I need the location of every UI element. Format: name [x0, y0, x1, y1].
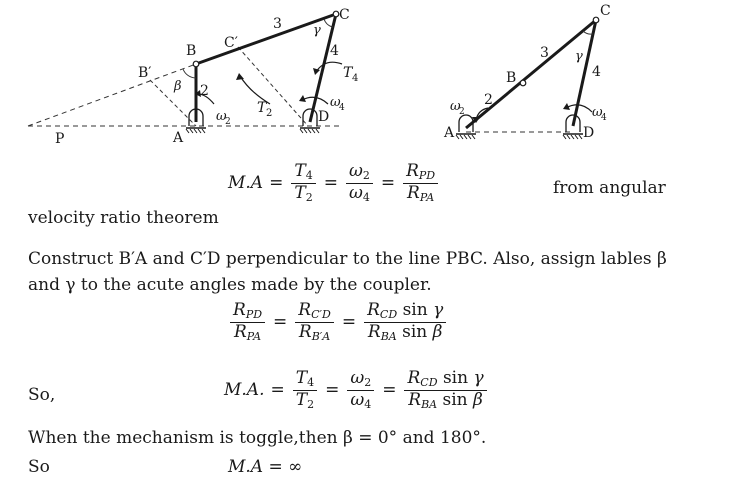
joint-B [193, 61, 199, 67]
equation-ma-final: M.A. = $\frac{T_4}{T_2}$ = $\frac{\omega_2}{\omega_4}$ = $\frac{R_{CD} \sin \gamma}{R_{BA} \sin \beta}$ [224, 370, 489, 410]
label-Bprime: B′ [138, 65, 152, 81]
toggle-text: When the mechanism is toggle,then β = 0° and 180°. [28, 428, 487, 448]
line-PB-extension [28, 64, 196, 126]
equation-distance-ratio: $\frac{R_{PD}}{R_{PA}}$ = $\frac{R_{C'D}}{R_{B'A}}$ = $\frac{R_{CD} \sin \gamma}{R_{BA} \sin \beta}$ [228, 302, 448, 342]
label-B-right: B [506, 70, 517, 86]
label-gamma: γ [313, 23, 321, 38]
label-omega4-right: ω [592, 105, 603, 120]
label-D: D [318, 109, 330, 125]
construct-text: Construct B′A and C′D perpendicular to the line PBC. Also, assign lables β [28, 249, 667, 269]
label-omega4-sub: 4 [339, 103, 345, 113]
label-T4: T [343, 65, 353, 81]
so-label-2: So [28, 457, 50, 477]
left-mechanism-figure [0, 0, 400, 150]
label-T4-sub: 4 [352, 73, 359, 84]
label-A: A [173, 130, 184, 146]
so-label-1: So, [28, 385, 56, 405]
T4-arrow-icon [313, 62, 342, 75]
label-D-right: D [583, 125, 595, 141]
label-3-right: 3 [540, 45, 549, 61]
label-2: 2 [200, 83, 209, 99]
label-omega2-sub: 2 [225, 117, 231, 127]
eq1-torque-ratio: $\frac{T_4}{T_2}$ [291, 163, 315, 203]
equation-ma-angular: M.A = $\frac{T_4}{T_2}$ = $\frac{\omega_2}{\omega_4}$ = $\frac{R_{PD}}{R_{PA}}$ [228, 163, 440, 203]
label-omega2-sub-right: 2 [459, 107, 465, 117]
label-B: B [186, 43, 197, 59]
right-mechanism-figure [430, 0, 650, 150]
eq1-distance-ratio: $\frac{R_{PD}}{R_{PA}}$ [403, 163, 438, 203]
label-omega4-sub-right: 4 [601, 113, 607, 123]
link-3-coupler [196, 14, 336, 64]
label-omega2-right: ω [450, 99, 461, 114]
label-C: C [339, 7, 350, 23]
ground-pivot-D-right [563, 115, 583, 139]
label-C-right: C [600, 3, 611, 19]
eq1-lhs: M.A [228, 173, 264, 194]
label-Cprime: C′ [224, 35, 238, 51]
final-ma-infinity: M.A = ∞ [228, 457, 303, 477]
joint-B-right [520, 80, 526, 86]
label-A-right: A [444, 125, 455, 141]
label-4-right: 4 [592, 64, 601, 80]
joint-C [333, 11, 339, 17]
label-4: 4 [330, 43, 339, 59]
joint-C-right [593, 17, 599, 23]
label-T2-sub: 2 [266, 108, 273, 119]
beta-arc [183, 69, 196, 78]
label-T2: T [257, 100, 267, 116]
label-2-right: 2 [484, 92, 493, 108]
acute-angles-text: and γ to the acute angles made by the coupler. [28, 275, 432, 295]
label-gamma-right: γ [575, 49, 583, 64]
label-P: P [55, 131, 65, 147]
from-angular-text: from angular [553, 178, 666, 198]
eq1-omega-ratio: $\frac{\omega_2}{\omega_4}$ [346, 163, 373, 203]
label-omega2: ω [216, 109, 227, 124]
velocity-ratio-text: velocity ratio theorem [28, 208, 219, 228]
label-beta: β [174, 79, 182, 94]
label-omega4: ω [330, 95, 341, 110]
label-3: 3 [273, 16, 282, 32]
